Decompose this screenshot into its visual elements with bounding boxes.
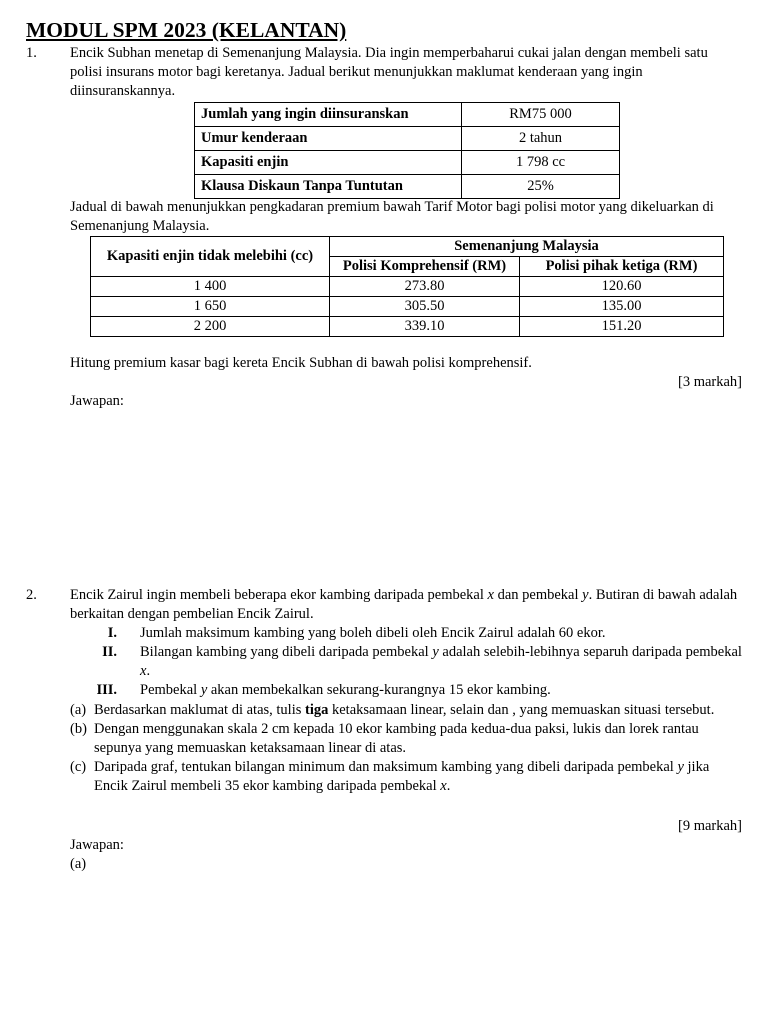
question-2-footer (70, 817, 742, 874)
table-row (91, 317, 724, 337)
capacity-cell: 1 650 (91, 297, 330, 317)
vehicle-info-label: Kapasiti enjin (195, 151, 462, 175)
question-2-intro-text: Encik Zairul ingin membeli beberapa ekor kambing daripada pembekal x dan pembekal y. Butiran di bawah adalah berkaitan dengan pembelian Encik Zairul. (70, 587, 738, 622)
condition-number: II. (102, 644, 117, 660)
question-part-b: (b) Dengan menggunakan skala 2 cm kepada 10 ekor kambing pada kedua-dua paksi, lukis dan lorek rantau sepunya yang memuaskan ketaksamaan linear di atas. (70, 721, 699, 756)
question-2-answer-label: Jawapan: (70, 837, 124, 853)
vehicle-info-label: Klausa Diskaun Tanpa Tuntutan (195, 175, 462, 199)
question-1-task (70, 354, 742, 411)
question-part-a: (a) Berdasarkan maklumat di atas, tulis tiga ketaksamaan linear, selain dan , yang memuaskan situasi tersebut. (70, 702, 715, 718)
table-row (91, 297, 724, 317)
column-header-third-party: Polisi pihak ketiga (RM) (520, 257, 724, 277)
question-1-intro (70, 44, 742, 101)
question-2-answer-part-label: (a) (70, 856, 87, 872)
condition-number: I. (107, 625, 117, 641)
question-2-parts (70, 701, 742, 796)
third-party-cell: 151.20 (520, 317, 724, 337)
table-row (195, 151, 620, 175)
capacity-cell: 1 400 (91, 277, 330, 297)
table-row (195, 127, 620, 151)
table-row (195, 175, 620, 199)
vehicle-info-value: RM75 000 (462, 103, 620, 127)
question-1-marks: [3 markah] (677, 374, 742, 390)
vehicle-info-table (194, 102, 620, 199)
column-group-header: Semenanjung Malaysia (330, 237, 724, 257)
comprehensive-cell: 339.10 (330, 317, 520, 337)
condition-list (92, 624, 742, 700)
comprehensive-cell: 273.80 (330, 277, 520, 297)
question-2-intro (70, 586, 742, 624)
capacity-cell: 2 200 (91, 317, 330, 337)
vehicle-info-value: 2 tahun (462, 127, 620, 151)
vehicle-info-label: Umur kenderaan (195, 127, 462, 151)
condition-item: III. Pembekal y akan membekalkan sekurang-kurangnya 15 ekor kambing. (92, 681, 742, 700)
question-2-number: 2. (26, 587, 37, 603)
condition-number: III. (96, 682, 117, 698)
table-header-row (91, 237, 724, 257)
column-header-capacity: Kapasiti enjin tidak melebihi (cc) (91, 237, 330, 277)
question-1-answer-label: Jawapan: (70, 393, 124, 409)
premium-rate-table (90, 236, 724, 337)
vehicle-info-value: 1 798 cc (462, 151, 620, 175)
condition-item: I. Jumlah maksimum kambing yang boleh dibeli oleh Encik Zairul adalah 60 ekor. (92, 624, 742, 643)
column-header-comprehensive: Polisi Komprehensif (RM) (330, 257, 520, 277)
question-1-intro-text: Encik Subhan menetap di Semenanjung Malaysia. Dia ingin memperbaharui cukai jalan dengan membeli satu polisi insurans motor bagi keretanya. Jadual berikut menunjukkan maklumat kenderaan yang ingin diinsuranskannya. (70, 45, 708, 99)
question-2-marks: [9 markah] (677, 818, 742, 834)
table-row (91, 277, 724, 297)
third-party-cell: 120.60 (520, 277, 724, 297)
question-1-task-text: Hitung premium kasar bagi kereta Encik Subhan di bawah polisi komprehensif. (70, 355, 532, 371)
table-row (195, 103, 620, 127)
premium-table-intro (70, 198, 742, 236)
page-title: MODUL SPM 2023 (KELANTAN) (26, 18, 347, 42)
comprehensive-cell: 305.50 (330, 297, 520, 317)
vehicle-info-label: Jumlah yang ingin diinsuranskan (195, 103, 462, 127)
vehicle-info-value: 25% (462, 175, 620, 199)
premium-table-intro-text: Jadual di bawah menunjukkan pengkadaran premium bawah Tarif Motor bagi polisi motor yang dikeluarkan di Semenanjung Malaysia. (70, 199, 714, 234)
third-party-cell: 135.00 (520, 297, 724, 317)
condition-item: II. Bilangan kambing yang dibeli daripada pembekal y adalah selebih-lebihnya separuh daripada pembekal x. (92, 643, 742, 681)
question-1-number: 1. (26, 45, 37, 61)
question-part-c: (c) Daripada graf, tentukan bilangan minimum dan maksimum kambing yang dibeli daripada pembekal y jika Encik Zairul membeli 35 ekor kambing daripada pembekal x. (70, 759, 710, 794)
